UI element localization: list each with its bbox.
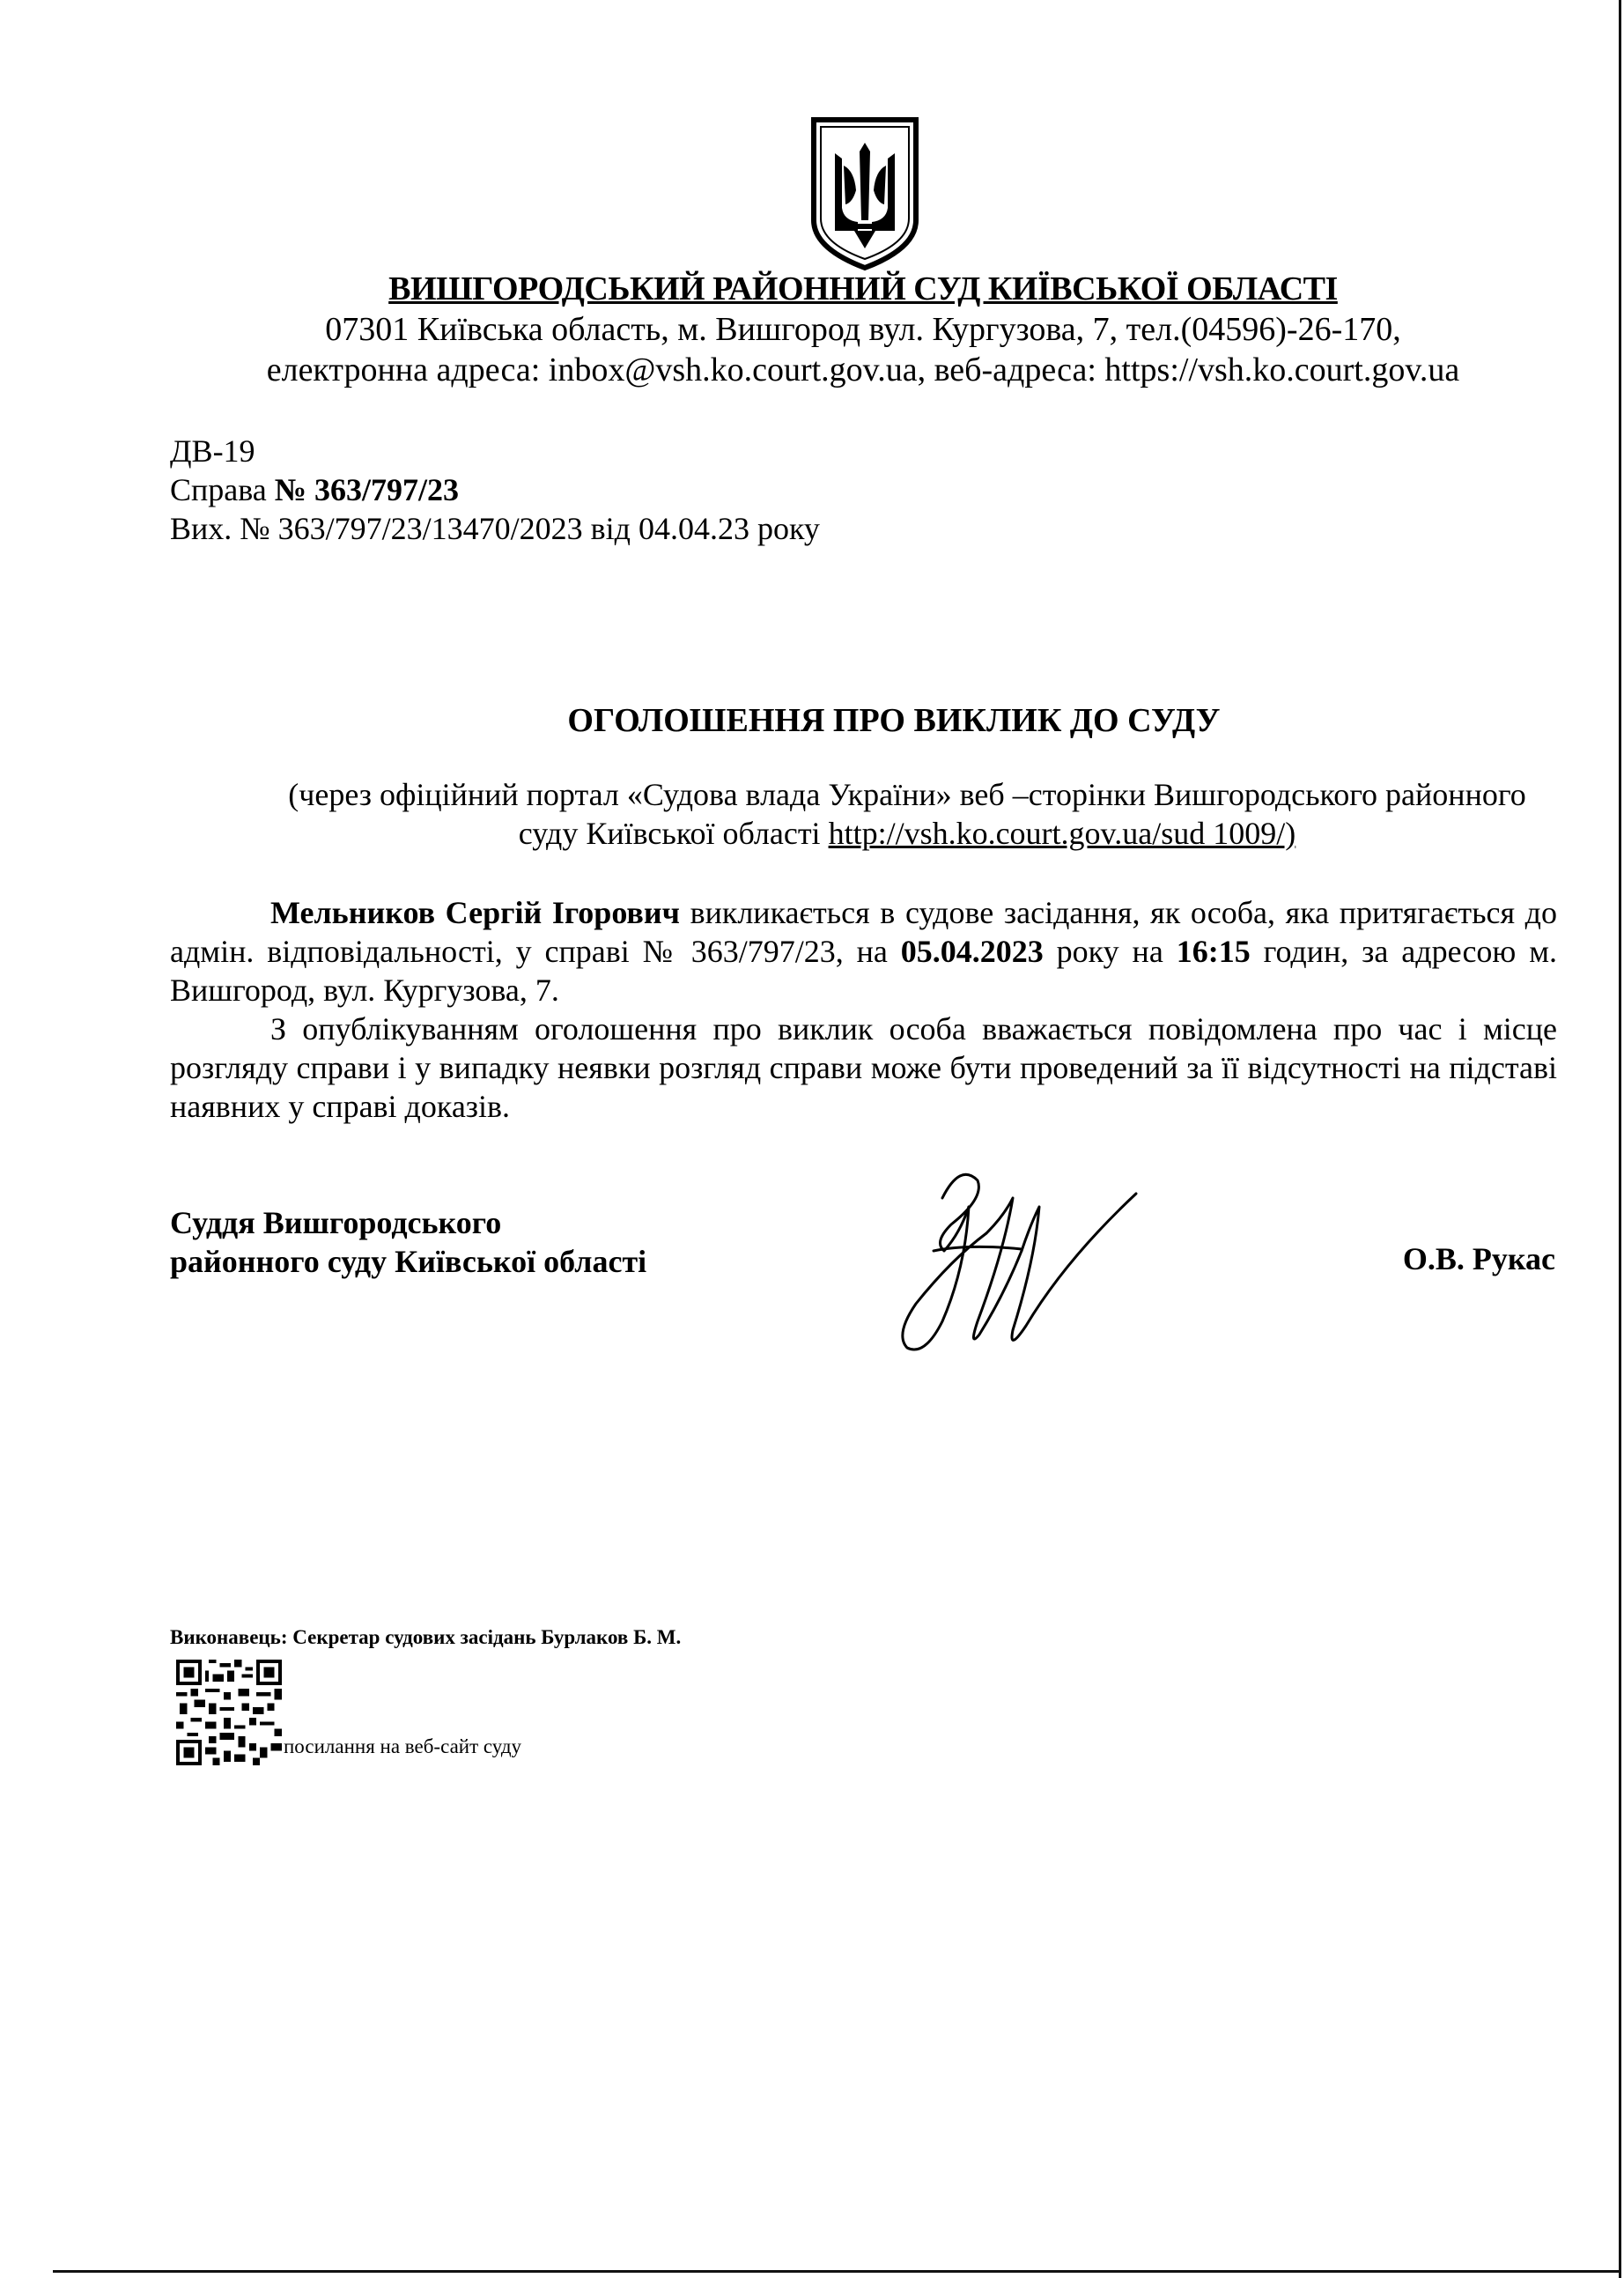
notice-title: ОГОЛОШЕННЯ ПРО ВИКЛИК ДО СУДУ (567, 702, 1221, 739)
hearing-time: 16:15 (1176, 934, 1251, 969)
publication-paragraph: З опублікуванням оголошення про виклик особа вважається повідомлена про час і місце розгляду справи і у випадку неявки розгляд справи може бути проведений за її відсутності на підставі наявних у справі доказів. (170, 1011, 1557, 1124)
person-name: Мельников Сергій Ігорович (270, 895, 680, 930)
judge-name: О.В. Рукас (1402, 1241, 1555, 1276)
qr-code-icon[interactable] (176, 1660, 282, 1765)
document-code: ДВ-19 (170, 433, 255, 469)
summons-text-b: року на (1043, 934, 1177, 969)
case-line (170, 470, 820, 509)
court-name: ВИШГОРОДСЬКИЙ РАЙОННИЙ СУД КИЇВСЬКОЇ ОБЛАСТІ (388, 270, 1338, 307)
case-prefix: Справа (170, 472, 275, 507)
judge-title (170, 1203, 646, 1281)
summons-text-c: годин, за адресою м. Вишгород, вул. Кургузова, 7. (170, 934, 1557, 1008)
court-address: 07301 Київська область, м. Вишгород вул. Кургузова, 7, тел.(04596)-26-170, (325, 311, 1401, 348)
scan-edge-bottom (53, 2270, 1620, 2273)
document-meta (170, 432, 820, 548)
notice-subtitle (255, 775, 1559, 853)
case-number: № 363/797/23 (274, 472, 459, 507)
notice-subtitle-text: (через офіційний портал «Судова влада України» веб –сторінки Вишгородського районного суду Київської області (288, 777, 1526, 851)
summons-paragraph (170, 893, 1557, 1010)
notice-body (170, 893, 1557, 1126)
outgoing-number: Вих. № 363/797/23/13470/2023 від 04.04.23 року (170, 511, 820, 546)
hearing-date: 05.04.2023 (900, 934, 1044, 969)
handwritten-signature (881, 1145, 1154, 1365)
judge-title-line2: районного суду Київської області (170, 1244, 647, 1279)
executor-line: Виконавець: Секретар судових засідань Бурлаков Б. М. (170, 1626, 682, 1648)
court-contacts: електронна адреса: inbox@vsh.ko.court.gov.ua, веб-адреса: https://vsh.ko.court.gov.ua (266, 351, 1460, 388)
coat-of-arms-of-ukraine-icon (808, 116, 921, 271)
court-portal-link[interactable]: http://vsh.ko.court.gov.ua/sud 1009/) (828, 816, 1296, 851)
summons-text-a: викликається в судове засідання, як особа, яка притягається до адмін. відповідальності, у справі № 363/797/23, на (170, 895, 1557, 969)
judge-title-line1: Суддя Вишгородського (170, 1205, 502, 1240)
qr-caption: посилання на веб-сайт суду (284, 1735, 522, 1757)
